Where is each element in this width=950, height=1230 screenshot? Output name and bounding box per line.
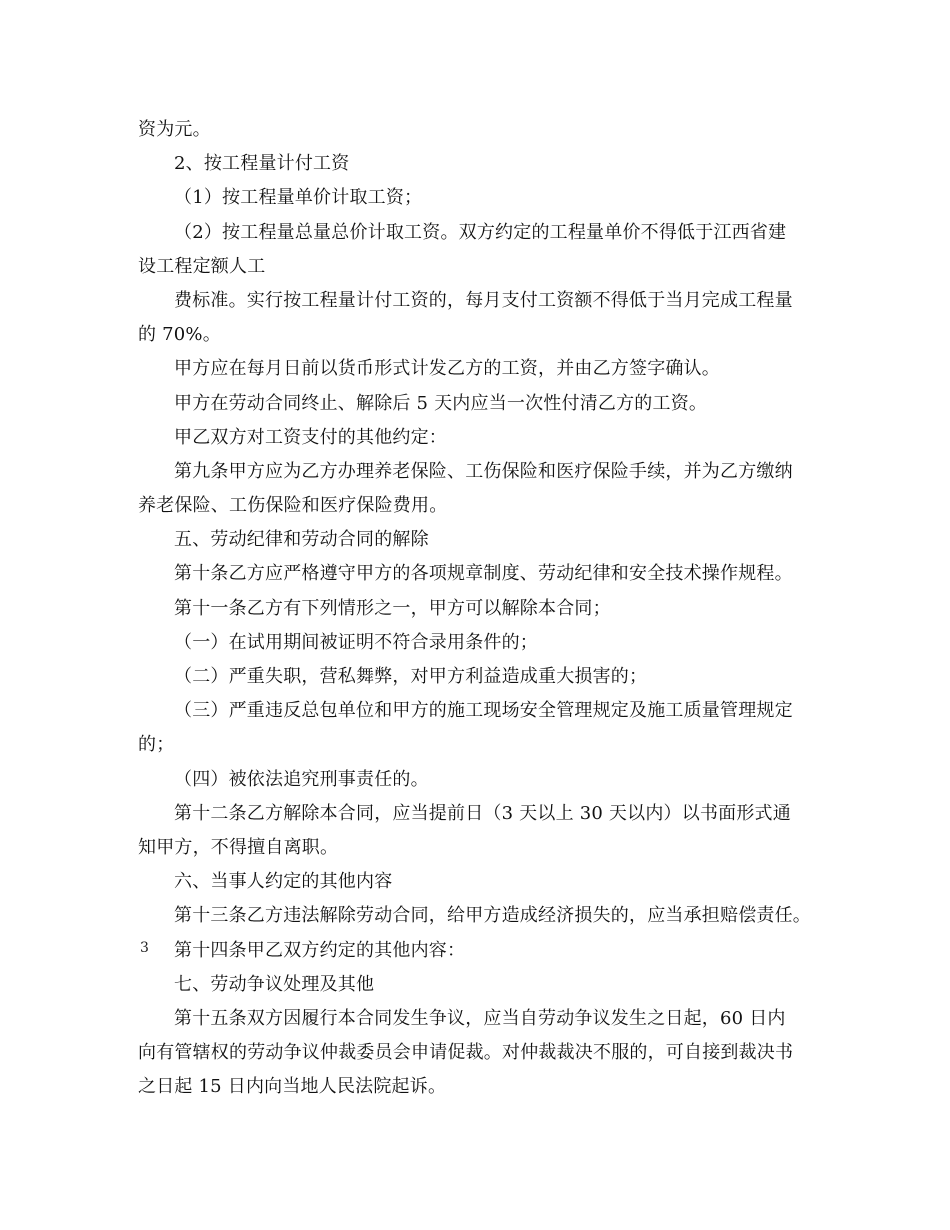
body-line: 养老保险、工伤保险和医疗保险费用。 (138, 495, 448, 517)
body-line: 2、按工程量计付工资 (174, 153, 350, 175)
page-number: 3 (140, 940, 149, 956)
body-line: 第十五条双方因履行本合同发生争议，应当自劳动争议发生之日起，60 日内 (174, 1007, 786, 1029)
body-line: 第十三条乙方违法解除劳动合同，给甲方造成经济损失的，应当承担赔偿责任。 (174, 905, 811, 927)
body-line: （三）严重违反总包单位和甲方的施工现场安全管理规定及施工质量管理规定 (174, 700, 793, 722)
body-line: 甲方在劳动合同终止、解除后 5 天内应当一次性付清乙方的工资。 (174, 392, 708, 414)
body-line: （二）严重失职，营私舞弊，对甲方利益造成重大损害的； (174, 666, 648, 687)
body-line: 第十一条乙方有下列情形之一，甲方可以解除本合同； (174, 597, 611, 619)
body-line: （四）被依法追究刑事责任的。 (174, 768, 429, 790)
body-line: 第十四条甲乙双方约定的其他内容： (174, 939, 466, 961)
body-line: 费标准。实行按工程量计付工资的，每月支付工资额不得低于当月完成工程量 (174, 289, 793, 311)
section-heading: 七、劳动争议处理及其他 (174, 973, 375, 995)
body-line: 之日起 15 日内向当地人民法院起诉。 (138, 1076, 447, 1098)
body-line: （2）按工程量总量总价计取工资。双方约定的工程量单价不得低于江西省建 (174, 221, 787, 243)
body-line: 第十二条乙方解除本合同，应当提前日（3 天以上 30 天以内）以书面形式通 (174, 802, 791, 824)
body-line: 的； (138, 734, 175, 756)
body-line: （1）按工程量单价计取工资； (174, 187, 423, 209)
body-line: 甲乙双方对工资支付的其他约定： (174, 426, 447, 448)
body-line: 第十条乙方应严格遵守甲方的各项规章制度、劳动纪律和安全技术操作规程。 (174, 563, 793, 585)
section-heading: 六、当事人约定的其他内容 (174, 871, 393, 893)
body-line: （一）在试用期间被证明不符合录用条件的； (174, 631, 538, 653)
body-line: 资为元。 (138, 119, 211, 140)
body-line: 知甲方，不得擅自离职。 (138, 836, 339, 858)
body-line: 甲方应在每月日前以货币形式计发乙方的工资，并由乙方签字确认。 (174, 358, 720, 380)
body-line: 向有管辖权的劳动争议仲裁委员会申请促裁。对仲裁裁决不服的，可自接到裁决书 (138, 1042, 794, 1064)
body-line: 第九条甲方应为乙方办理养老保险、工伤保险和医疗保险手续，并为乙方缴纳 (174, 460, 793, 482)
document-body (138, 113, 828, 1104)
body-line: 的 70%。 (138, 324, 221, 346)
section-heading: 五、劳动纪律和劳动合同的解除 (174, 529, 429, 551)
body-line: 设工程定额人工 (138, 255, 266, 277)
